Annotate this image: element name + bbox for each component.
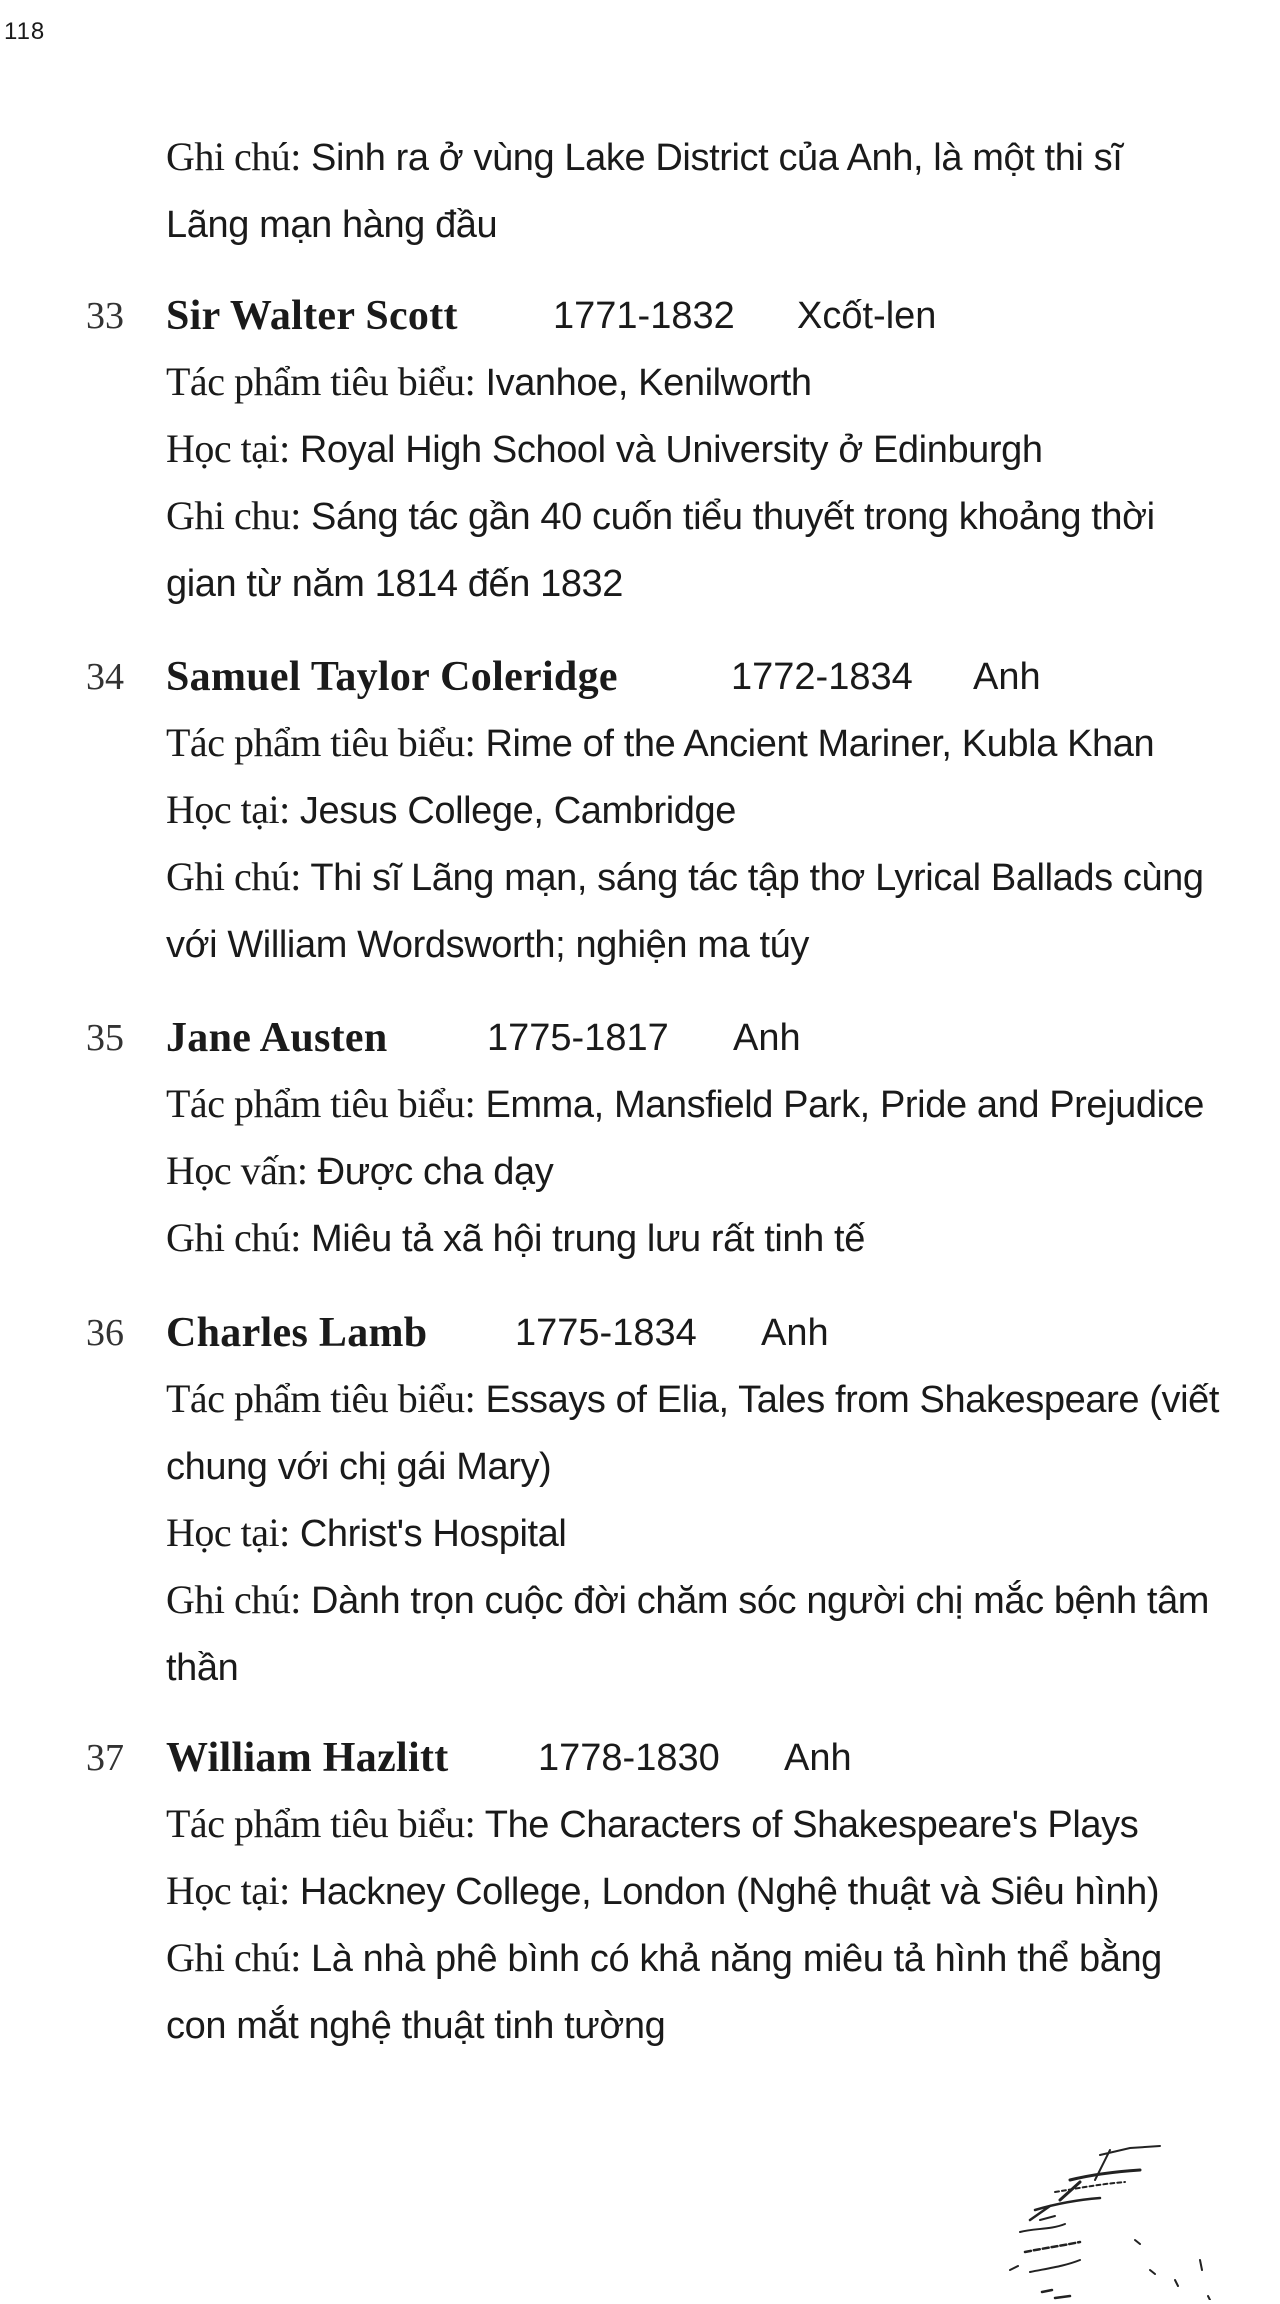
detail-line xyxy=(166,349,1266,416)
detail-label: Học vấn: xyxy=(166,1148,308,1193)
author-country: Anh xyxy=(784,1737,852,1779)
detail-value: Christ's Hospital xyxy=(289,1513,567,1555)
detail-line xyxy=(166,1858,1266,1925)
detail-line xyxy=(166,1366,1266,1433)
detail-line xyxy=(166,911,1266,978)
author-name: Charles Lamb xyxy=(166,1310,428,1356)
intro-line xyxy=(166,124,1246,191)
detail-value: The Characters of Shakespeare's Plays xyxy=(475,1804,1139,1846)
note-label: Ghi chú: xyxy=(166,134,301,179)
detail-value: Royal High School và University ở Edinburgh xyxy=(289,429,1043,471)
entry-heading xyxy=(0,1725,1280,1791)
detail-value: chung với chị gái Mary) xyxy=(166,1446,552,1488)
entry-36 xyxy=(0,1300,1280,1701)
entry-33 xyxy=(0,283,1280,617)
entry-details xyxy=(166,1791,1266,2059)
detail-label: Ghi chu: xyxy=(166,493,301,538)
entry-heading xyxy=(0,1300,1280,1366)
detail-label: Ghi chú: xyxy=(166,1215,301,1260)
author-years: 1775-1834 xyxy=(515,1312,697,1354)
author-country: Xcốt-len xyxy=(797,295,937,337)
detail-label: Tác phẩm tiêu biểu: xyxy=(166,1376,476,1421)
page-number: 118 xyxy=(4,18,46,45)
entry-details xyxy=(166,710,1266,978)
detail-line xyxy=(166,1433,1266,1500)
signature-scribble xyxy=(960,2120,1260,2300)
entry-number: 37 xyxy=(86,1737,124,1779)
author-name: Sir Walter Scott xyxy=(166,293,458,339)
detail-value: Essays of Elia, Tales from Shakespeare (viết xyxy=(475,1379,1220,1421)
detail-label: Học tại: xyxy=(166,787,290,832)
detail-line xyxy=(166,1205,1266,1272)
author-name: Samuel Taylor Coleridge xyxy=(166,654,618,700)
author-years: 1775-1817 xyxy=(487,1017,669,1059)
detail-line xyxy=(166,416,1266,483)
detail-line xyxy=(166,1567,1266,1634)
detail-line xyxy=(166,710,1266,777)
detail-value: Emma, Mansfield Park, Pride and Prejudice xyxy=(475,1084,1205,1126)
entry-number: 35 xyxy=(86,1017,124,1059)
entry-heading xyxy=(0,283,1280,349)
author-years: 1778-1830 xyxy=(538,1737,720,1779)
detail-line xyxy=(166,483,1266,550)
entry-35 xyxy=(0,1005,1280,1272)
entry-34 xyxy=(0,644,1280,978)
entry-heading xyxy=(0,644,1280,710)
detail-label: Tác phẩm tiêu biểu: xyxy=(166,1081,476,1126)
author-name: Jane Austen xyxy=(166,1015,388,1061)
note-value: Sinh ra ở vùng Lake District của Anh, là một thi sĩ xyxy=(300,137,1123,179)
detail-value: thần xyxy=(166,1647,239,1689)
detail-value: Rime of the Ancient Mariner, Kubla Khan xyxy=(475,723,1155,765)
detail-line xyxy=(166,1500,1266,1567)
note-value: Lãng mạn hàng đầu xyxy=(166,204,498,246)
detail-label: Tác phẩm tiêu biểu: xyxy=(166,720,476,765)
detail-label: Tác phẩm tiêu biểu: xyxy=(166,1801,476,1846)
detail-value: Miêu tả xã hội trung lưu rất tinh tế xyxy=(300,1218,865,1260)
detail-value: Jesus College, Cambridge xyxy=(289,790,736,832)
detail-value: gian từ năm 1814 đến 1832 xyxy=(166,563,624,605)
author-name: William Hazlitt xyxy=(166,1735,449,1781)
author-country: Anh xyxy=(733,1017,801,1059)
entry-heading xyxy=(0,1005,1280,1071)
author-country: Anh xyxy=(761,1312,829,1354)
detail-label: Ghi chú: xyxy=(166,1577,301,1622)
entry-details xyxy=(166,349,1266,617)
author-years: 1771-1832 xyxy=(553,295,735,337)
detail-value: Hackney College, London (Nghệ thuật và Siêu hình) xyxy=(289,1871,1160,1913)
author-country: Anh xyxy=(973,656,1041,698)
detail-value: Sáng tác gần 40 cuốn tiểu thuyết trong khoảng thời xyxy=(300,496,1155,538)
detail-value: con mắt nghệ thuật tinh tường xyxy=(166,2005,666,2047)
detail-label: Học tại: xyxy=(166,1868,290,1913)
detail-label: Ghi chú: xyxy=(166,1935,301,1980)
detail-value: Được cha dạy xyxy=(307,1151,554,1193)
detail-line xyxy=(166,1138,1266,1205)
detail-line xyxy=(166,777,1266,844)
detail-line xyxy=(166,1791,1266,1858)
intro-note xyxy=(166,124,1246,258)
detail-value: Là nhà phê bình có khả năng miêu tả hình thể bằng xyxy=(300,1938,1162,1980)
entry-37 xyxy=(0,1725,1280,2059)
detail-label: Học tại: xyxy=(166,426,290,471)
detail-value: Dành trọn cuộc đời chăm sóc người chị mắc bệnh tâm xyxy=(300,1580,1210,1622)
detail-line xyxy=(166,1925,1266,1992)
entry-number: 36 xyxy=(86,1312,124,1354)
entry-number: 33 xyxy=(86,295,124,337)
entry-details xyxy=(166,1071,1266,1272)
detail-value: Thi sĩ Lãng mạn, sáng tác tập thơ Lyrical Ballads cùng xyxy=(300,857,1204,899)
entry-number: 34 xyxy=(86,656,124,698)
detail-line xyxy=(166,844,1266,911)
detail-line xyxy=(166,1634,1266,1701)
detail-value: với William Wordsworth; nghiện ma túy xyxy=(166,924,809,966)
detail-label: Tác phẩm tiêu biểu: xyxy=(166,359,476,404)
detail-line xyxy=(166,1992,1266,2059)
intro-line xyxy=(166,191,1246,258)
entry-details xyxy=(166,1366,1266,1701)
detail-value: Ivanhoe, Kenilworth xyxy=(475,362,812,404)
author-years: 1772-1834 xyxy=(731,656,913,698)
detail-label: Ghi chú: xyxy=(166,854,301,899)
detail-label: Học tại: xyxy=(166,1510,290,1555)
detail-line xyxy=(166,1071,1266,1138)
detail-line xyxy=(166,550,1266,617)
